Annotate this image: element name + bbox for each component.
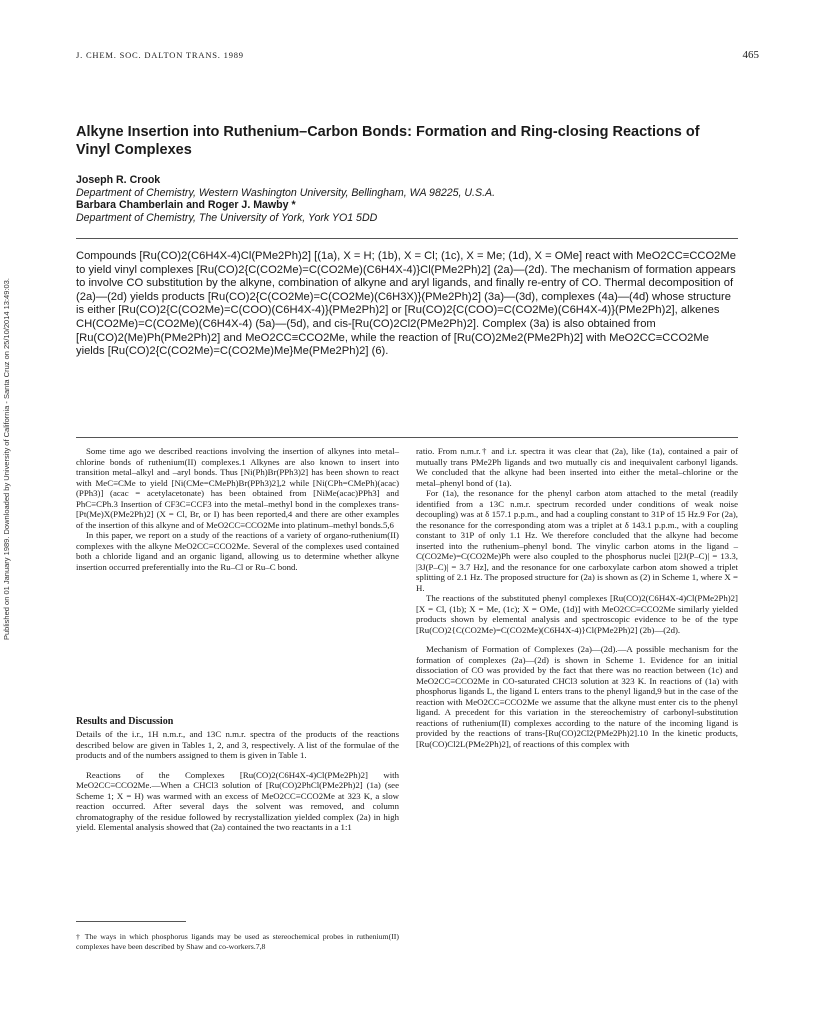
reactions-paragraph: Reactions of the Complexes [Ru(CO)2(C6H4X-4)Cl(PMe2Ph)2] with MeO2CC≡CCO2Me.—When a CHCl3 solution of [Ru(CO)2PhCl(PMe2Ph)2] (1a) (see Scheme 1; X = H) was warmed with an excess of MeO2CC≡CCO2Me at 323 K, a slow reaction occurred. After several days the solvent was removed, and column chromatography of the residue followed by recrystallization yielded complex (2a) in high yield. Elemental analysis showed that (2a) contained the two reactants in a 1:1: [76, 769, 399, 832]
abstract: [76, 250, 736, 359]
author-1: Joseph R. Crook: [76, 174, 161, 186]
abstract-text: Compounds [Ru(CO)2(C6H4X-4)Cl(PMe2Ph)2] [(1a), X = H; (1b), X = Cl; (1c), X = Me; (1d), X = OMe] react with MeO2CC≡CCO2Me to yield vinyl complexes [Ru(CO)2{C(CO2Me)=C(CO2Me)(C6H4X-4)}Cl(PMe2Ph)2] (2a)—(2d). The mechanism of formation appears to involve CO substitution by the alkyne, combination of alkyne and aryl ligands, and finally re-entry of CO. Thermal decomposition of (2a)—(2d) yields products [Ru(CO)2{C(CO2Me)=C(CO2Me)(C6H3X)}(PMe2Ph)2] (3a)—(3d), complexes (4a)—(4d) whose structure is either [Ru(CO)2{C(CO2Me)=C(COO)(C6H4X-4)}(PMe2Ph)2] or [Ru(CO)2{C(COO)=C(CO2Me)(C6H4X-4)}(PMe2Ph)2], alkenes CH(CO2Me)=C(CO2Me)(C6H4X-4) (5a)—(5d), and cis-[Ru(CO)2Cl2(PMe2Ph)2]. Complex (3a) is also obtained from [Ru(CO)2(Me)Ph(PMe2Ph)2] and MeO2CC≡CCO2Me, while the reaction of [Ru(CO)2Me2(PMe2Ph)2] with MeO2CC≡CCO2Me yields [Ru(CO)2{C(CO2Me)=C(CO2Me)Me}Me(PMe2Ph)2] (6).: [76, 250, 736, 358]
author-2: Barbara Chamberlain and Roger J. Mawby *: [76, 199, 296, 212]
running-title: J. CHEM. SOC. DALTON TRANS. 1989: [76, 50, 244, 60]
author-block: [76, 174, 736, 224]
article-title: Alkyne Insertion into Ruthenium–Carbon Bonds: Formation and Ring-closing Reactions of Vinyl Complexes: [76, 124, 700, 158]
right-column: [416, 446, 738, 749]
download-watermark: Published on 01 January 1989. Downloaded by University of California - Santa Cruz on 25/10/2014 13:49:03.: [2, 278, 11, 640]
footnote-rule: [76, 921, 186, 922]
results-paragraph: Details of the i.r., 1H n.m.r., and 13C n.m.r. spectra of the products of the reactions described below are given in Tables 1, 2, and 3, respectively. A list of the formulae of the products and of the numbers assigned to them is given in Table 1.: [76, 729, 399, 760]
left-column: [76, 446, 399, 572]
abstract-top-rule: [76, 238, 738, 239]
affiliation-1: Department of Chemistry, Western Washington University, Bellingham, WA 98225, U.S.A.: [76, 186, 496, 199]
right-paragraph-2: For (1a), the resonance for the phenyl carbon atom attached to the metal (readily identified from a 13C n.m.r. spectrum recorded under conditions of weak noise decoupling) was at δ 157.1 p.p.m., and had a coupling constant to 31P of 15 Hz.9 For (2a), the resonance for the corresponding atom was a triplet at δ 143.1 p.p.m., with a coupling constant to 31P of only 1.1 Hz. We therefore concluded that the alkyne had become inserted into the ruthenium–phenyl bond. The vinylic carbon atoms in the ligand –C(CO2Me)=C(CO2Me)Ph were also coupled to the phosphorus nuclei [|2J(P–C)| = 13.3, |3J(P–C)| = 3.7 Hz], and the resonance for one carboxylate carbon atom showed a triplet splitting of 2.1 Hz. The proposed structure for (2a) is shown as (2) in Scheme 1, where X = H.: [416, 488, 738, 593]
right-paragraph-3: The reactions of the substituted phenyl complexes [Ru(CO)2(C6H4X-4)Cl(PMe2Ph)2] [X = Cl, (1b); X = Me, (1c); X = OMe, (1d)] with MeO2CC≡CCO2Me similarly yielded products shown by elemental analysis and spectroscopic evidence to be of the type [Ru(CO)2{C(CO2Me)=C(CO2Me)(C6H4X-4)}Cl(PMe2Ph)2] (2b)—(2d).: [416, 593, 738, 635]
mechanism-paragraph: Mechanism of Formation of Complexes (2a)—(2d).—A possible mechanism for the formation of complexes (2a)—(2d) is shown in Scheme 1. Evidence for an initial dissociation of CO was provided by the fact that there was no reaction between (1c) and MeO2CC≡CCO2Me in CO-saturated CHCl3 solution at 323 K. In reactions of (1a) with phosphorus ligands L, the ligand L enters trans to the phenyl ligand,9 but in the case of the reaction with MeO2CC≡CCO2Me we assume that the alkyne must enter cis to the phenyl ligand. A precedent for this variation in the stereochemistry of carbonyl-substitution reactions of ruthenium(II) complexes according to the nature of the incoming ligand is provided by the reactions of trans-[Ru(CO)2Cl2(PMe2Ph)2].10 In the kinetic products, [Ru(CO)Cl2L(PMe2Ph)2], of reactions of this complex with: [416, 644, 738, 749]
results-heading: Results and Discussion: [76, 716, 174, 727]
affiliation-2: Department of Chemistry, The University of York, York YO1 5DD: [76, 211, 378, 224]
footnote: † The ways in which phosphorus ligands may be used as stereochemical probes in ruthenium(II) complexes have been described by Shaw and co-workers.7,8: [76, 932, 399, 951]
page-number: 465: [742, 49, 759, 61]
intro-paragraph-1: Some time ago we described reactions involving the insertion of alkynes into metal–chlorine bonds of ruthenium(II) complexes.1 Alkynes are also known to insert into transition metal–alkyl and –aryl bonds. Thus [Ni(Ph)Br(PPh3)2] has been shown to react with MeC≡CMe to yield [Ni(CMe=CMePh)Br(PPh3)2],2 while [Ni(CPh=CMePh)(acac)(PPh3)] (acac = acetylacetonate) has been obtained from [NiMe(acac)PPh3] and PhC≡CPh.3 Insertion of CF3C≡CCF3 into the metal–methyl bond in the complexes trans-[Pt(Me)X(PMe2Ph)2] (X = Cl, Br, or I) has been reported,4 and there are other examples of the insertion of this alkyne and of MeO2CC≡CCO2Me into platinum–methyl bonds.5,6: [76, 446, 399, 530]
right-paragraph-1: ratio. From n.m.r.† and i.r. spectra it was clear that (2a), like (1a), contained a pair of mutually trans PMe2Ph ligands and two mutually cis and inequivalent carbonyl ligands. We concluded that the alkyne had been inserted into either the metal–chlorine or the metal–phenyl bond of (1a).: [416, 446, 738, 488]
abstract-bottom-rule: [76, 437, 738, 438]
results-section: [76, 716, 399, 833]
intro-paragraph-2: In this paper, we report on a study of the reactions of a variety of organo-ruthenium(II) complexes with the alkyne MeO2CC≡CCO2Me. Several of the complexes used contained both a chloride ligand and an organic ligand, allowing us to determine whether alkyne insertion occurred preferentially into the Ru–Cl or Ru–C bond.: [76, 530, 399, 572]
